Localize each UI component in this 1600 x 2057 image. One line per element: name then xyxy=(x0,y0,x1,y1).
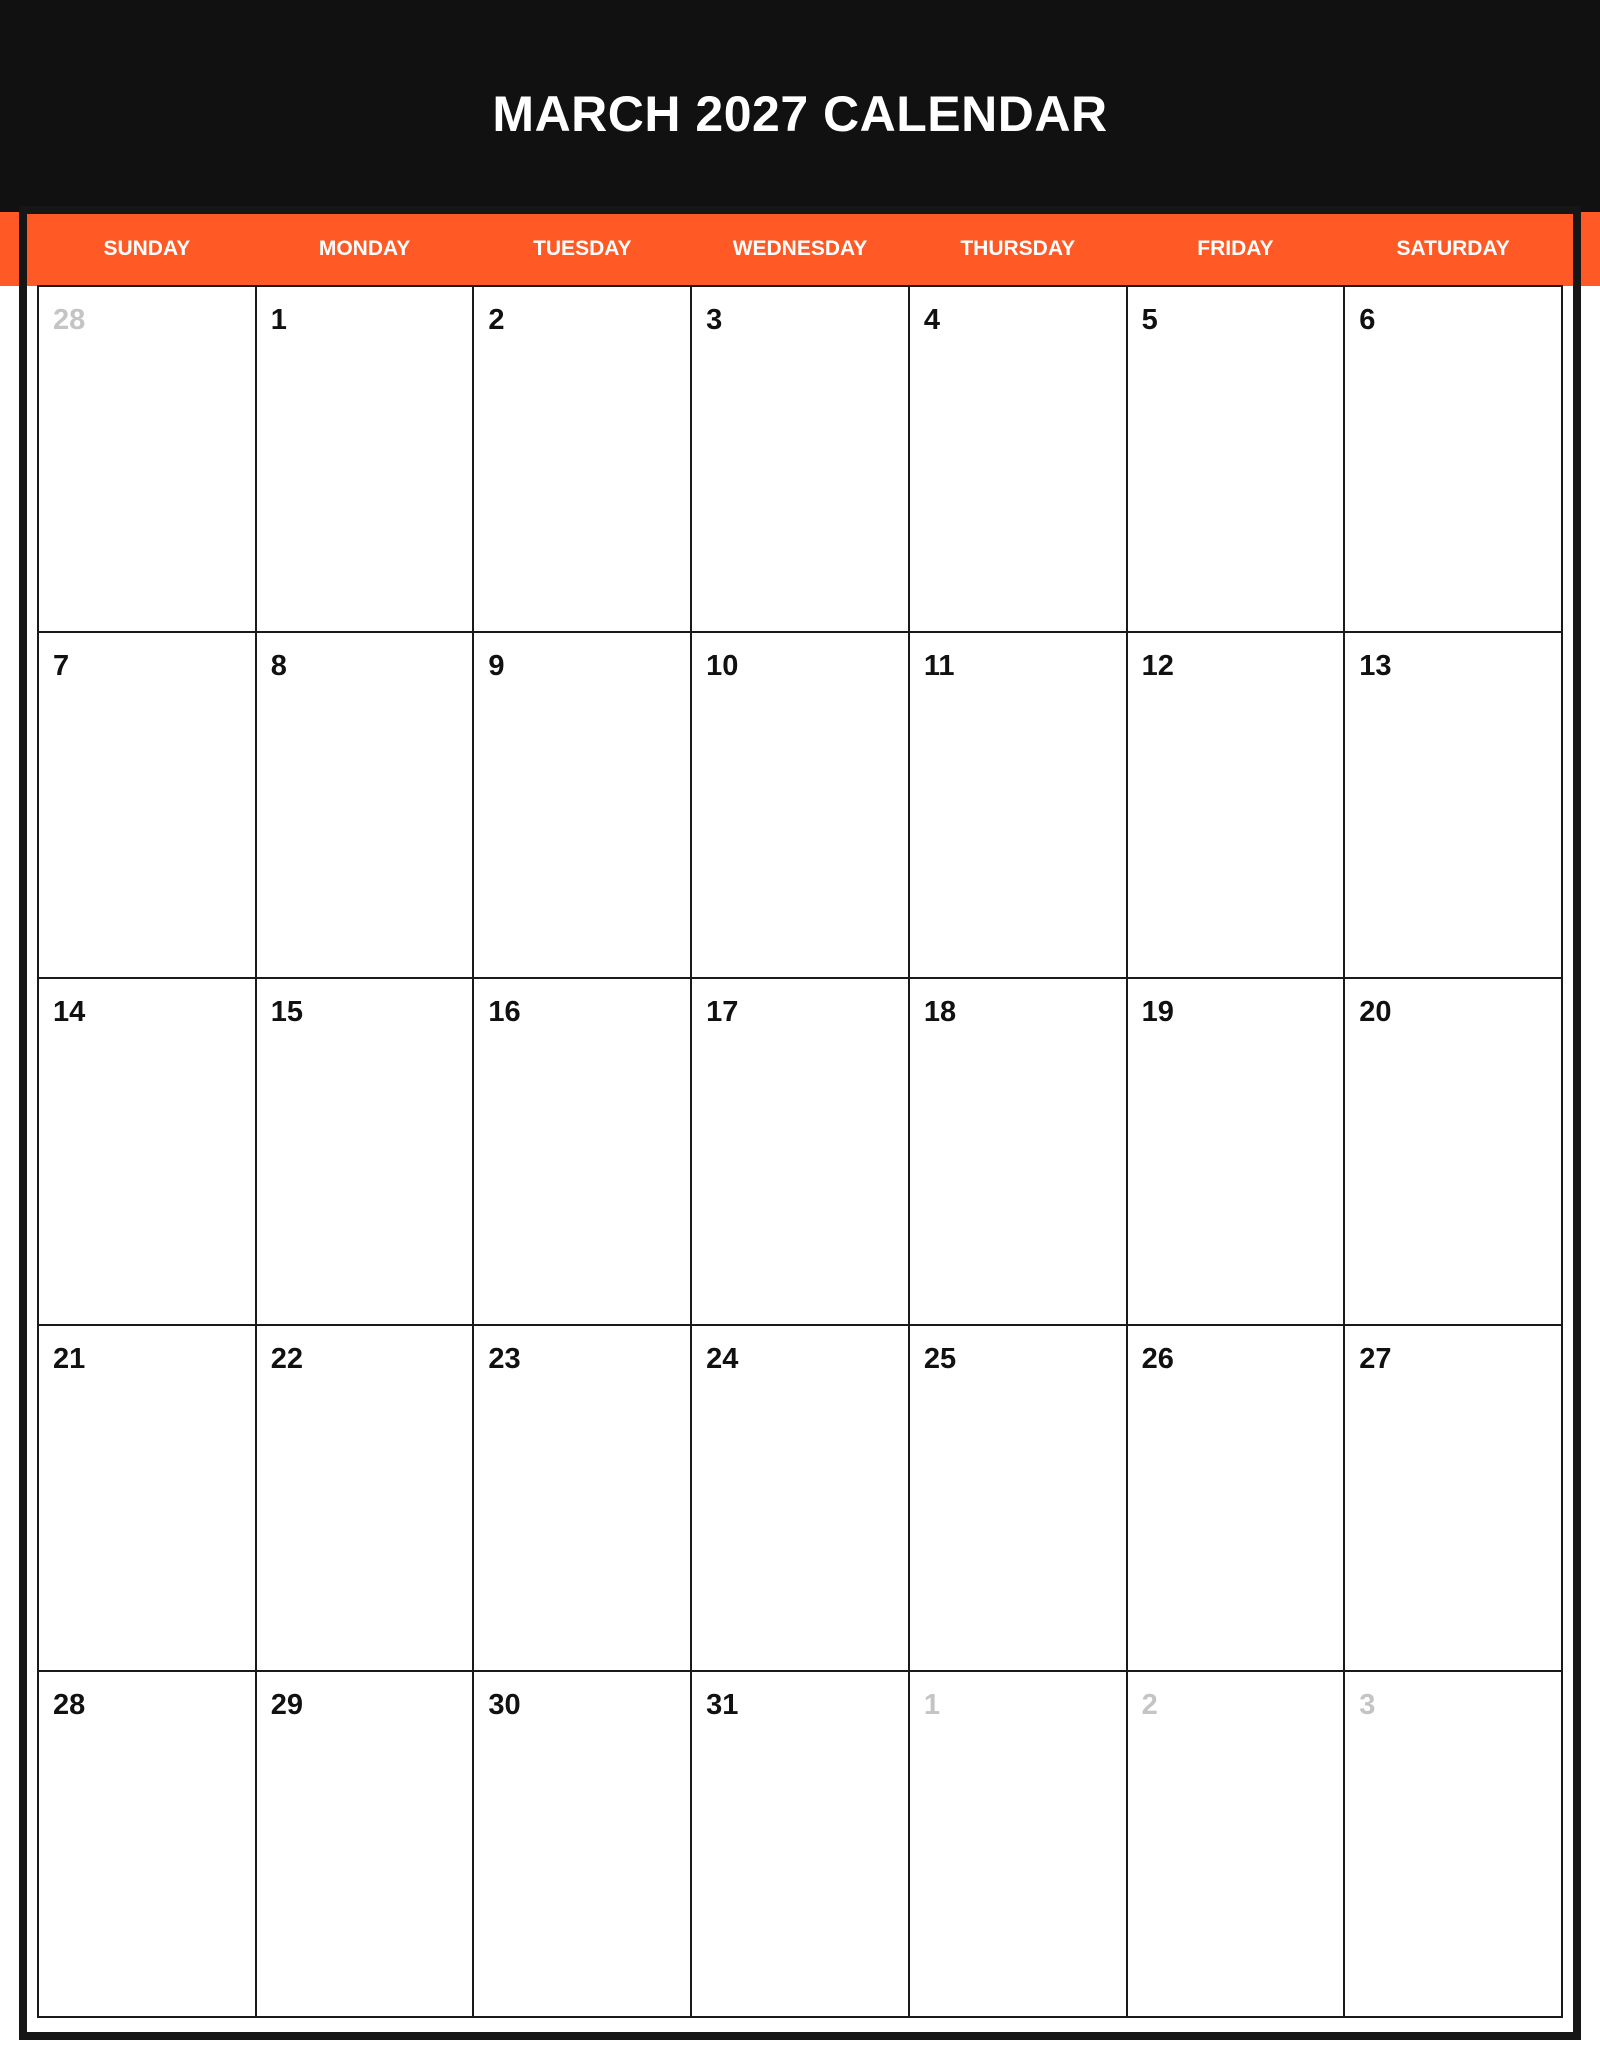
weekday-sunday: SUNDAY xyxy=(103,237,191,260)
day-number: 27 xyxy=(1359,1342,1392,1375)
calendar-title: MARCH 2027 CALENDAR xyxy=(492,86,1108,142)
day-cell[interactable] xyxy=(39,287,257,633)
day-number: 2 xyxy=(488,304,505,336)
day-number: 17 xyxy=(706,996,739,1029)
day-cell[interactable] xyxy=(257,1326,475,1672)
day-number: 14 xyxy=(53,996,86,1029)
day-cell[interactable] xyxy=(1345,287,1563,633)
weekday-monday: MONDAY xyxy=(318,237,411,260)
adjacent-month-day-number: 28 xyxy=(53,304,86,336)
day-number: 8 xyxy=(270,650,287,683)
day-cell[interactable] xyxy=(910,979,1128,1325)
day-number: 21 xyxy=(53,1342,86,1375)
calendar-header xyxy=(0,0,1600,212)
day-cell[interactable] xyxy=(39,979,257,1325)
day-number: 13 xyxy=(1359,650,1392,683)
adjacent-month-day-number: 2 xyxy=(1141,1688,1158,1721)
day-cell[interactable] xyxy=(474,979,692,1325)
day-number: 7 xyxy=(53,650,70,683)
adjacent-month-day-number: 3 xyxy=(1359,1688,1376,1721)
day-cell[interactable] xyxy=(39,633,257,979)
day-cell[interactable] xyxy=(1128,1326,1346,1672)
day-cell[interactable] xyxy=(910,1326,1128,1672)
day-cell[interactable] xyxy=(910,633,1128,979)
adjacent-month-day-number: 1 xyxy=(923,1688,940,1721)
weekday-thursday: THURSDAY xyxy=(960,237,1076,260)
day-cell[interactable] xyxy=(692,979,910,1325)
day-number: 6 xyxy=(1359,304,1376,336)
day-number: 12 xyxy=(1141,650,1174,683)
day-number: 10 xyxy=(706,650,739,683)
day-cell[interactable] xyxy=(1128,1672,1346,2018)
day-number: 3 xyxy=(706,304,723,336)
day-cell[interactable] xyxy=(910,1672,1128,2018)
day-cell[interactable] xyxy=(1345,633,1563,979)
weekday-friday: FRIDAY xyxy=(1197,237,1274,260)
day-cell[interactable] xyxy=(39,1672,257,2018)
day-number: 26 xyxy=(1141,1342,1174,1375)
day-number: 20 xyxy=(1359,996,1392,1029)
day-number: 15 xyxy=(270,996,303,1029)
day-number: 30 xyxy=(488,1688,521,1721)
day-cell[interactable] xyxy=(39,1326,257,1672)
day-number: 28 xyxy=(53,1688,86,1721)
weekday-tuesday: TUESDAY xyxy=(533,237,632,260)
day-cell[interactable] xyxy=(692,1326,910,1672)
day-cell[interactable] xyxy=(1345,1326,1563,1672)
day-number: 23 xyxy=(488,1342,521,1375)
day-cell[interactable] xyxy=(257,979,475,1325)
day-cell[interactable] xyxy=(692,1672,910,2018)
weekday-saturday: SATURDAY xyxy=(1396,237,1510,260)
day-number: 1 xyxy=(270,304,287,336)
day-cell[interactable] xyxy=(910,287,1128,633)
day-number: 25 xyxy=(923,1342,957,1375)
day-cell[interactable] xyxy=(1345,979,1563,1325)
day-number: 4 xyxy=(923,304,940,336)
day-cell[interactable] xyxy=(474,1326,692,1672)
day-number: 5 xyxy=(1141,304,1158,336)
day-number: 24 xyxy=(706,1342,739,1375)
day-number: 18 xyxy=(923,996,957,1029)
day-cell[interactable] xyxy=(474,287,692,633)
day-number: 9 xyxy=(488,650,505,683)
day-cell[interactable] xyxy=(257,633,475,979)
day-cell[interactable] xyxy=(1128,287,1346,633)
calendar-grid xyxy=(37,285,1563,2018)
day-number: 29 xyxy=(270,1688,303,1721)
day-cell[interactable] xyxy=(1128,979,1346,1325)
day-cell[interactable] xyxy=(1345,1672,1563,2018)
day-number: 11 xyxy=(923,650,955,683)
day-cell[interactable] xyxy=(692,633,910,979)
day-cell[interactable] xyxy=(1128,633,1346,979)
day-cell[interactable] xyxy=(257,287,475,633)
day-cell[interactable] xyxy=(692,287,910,633)
day-number: 31 xyxy=(706,1688,739,1721)
day-number: 19 xyxy=(1141,996,1174,1029)
day-cell[interactable] xyxy=(474,633,692,979)
day-number: 22 xyxy=(270,1342,303,1375)
day-number: 16 xyxy=(488,996,521,1029)
day-cell[interactable] xyxy=(257,1672,475,2018)
weekday-wednesday: WEDNESDAY xyxy=(732,237,868,260)
day-cell[interactable] xyxy=(474,1672,692,2018)
